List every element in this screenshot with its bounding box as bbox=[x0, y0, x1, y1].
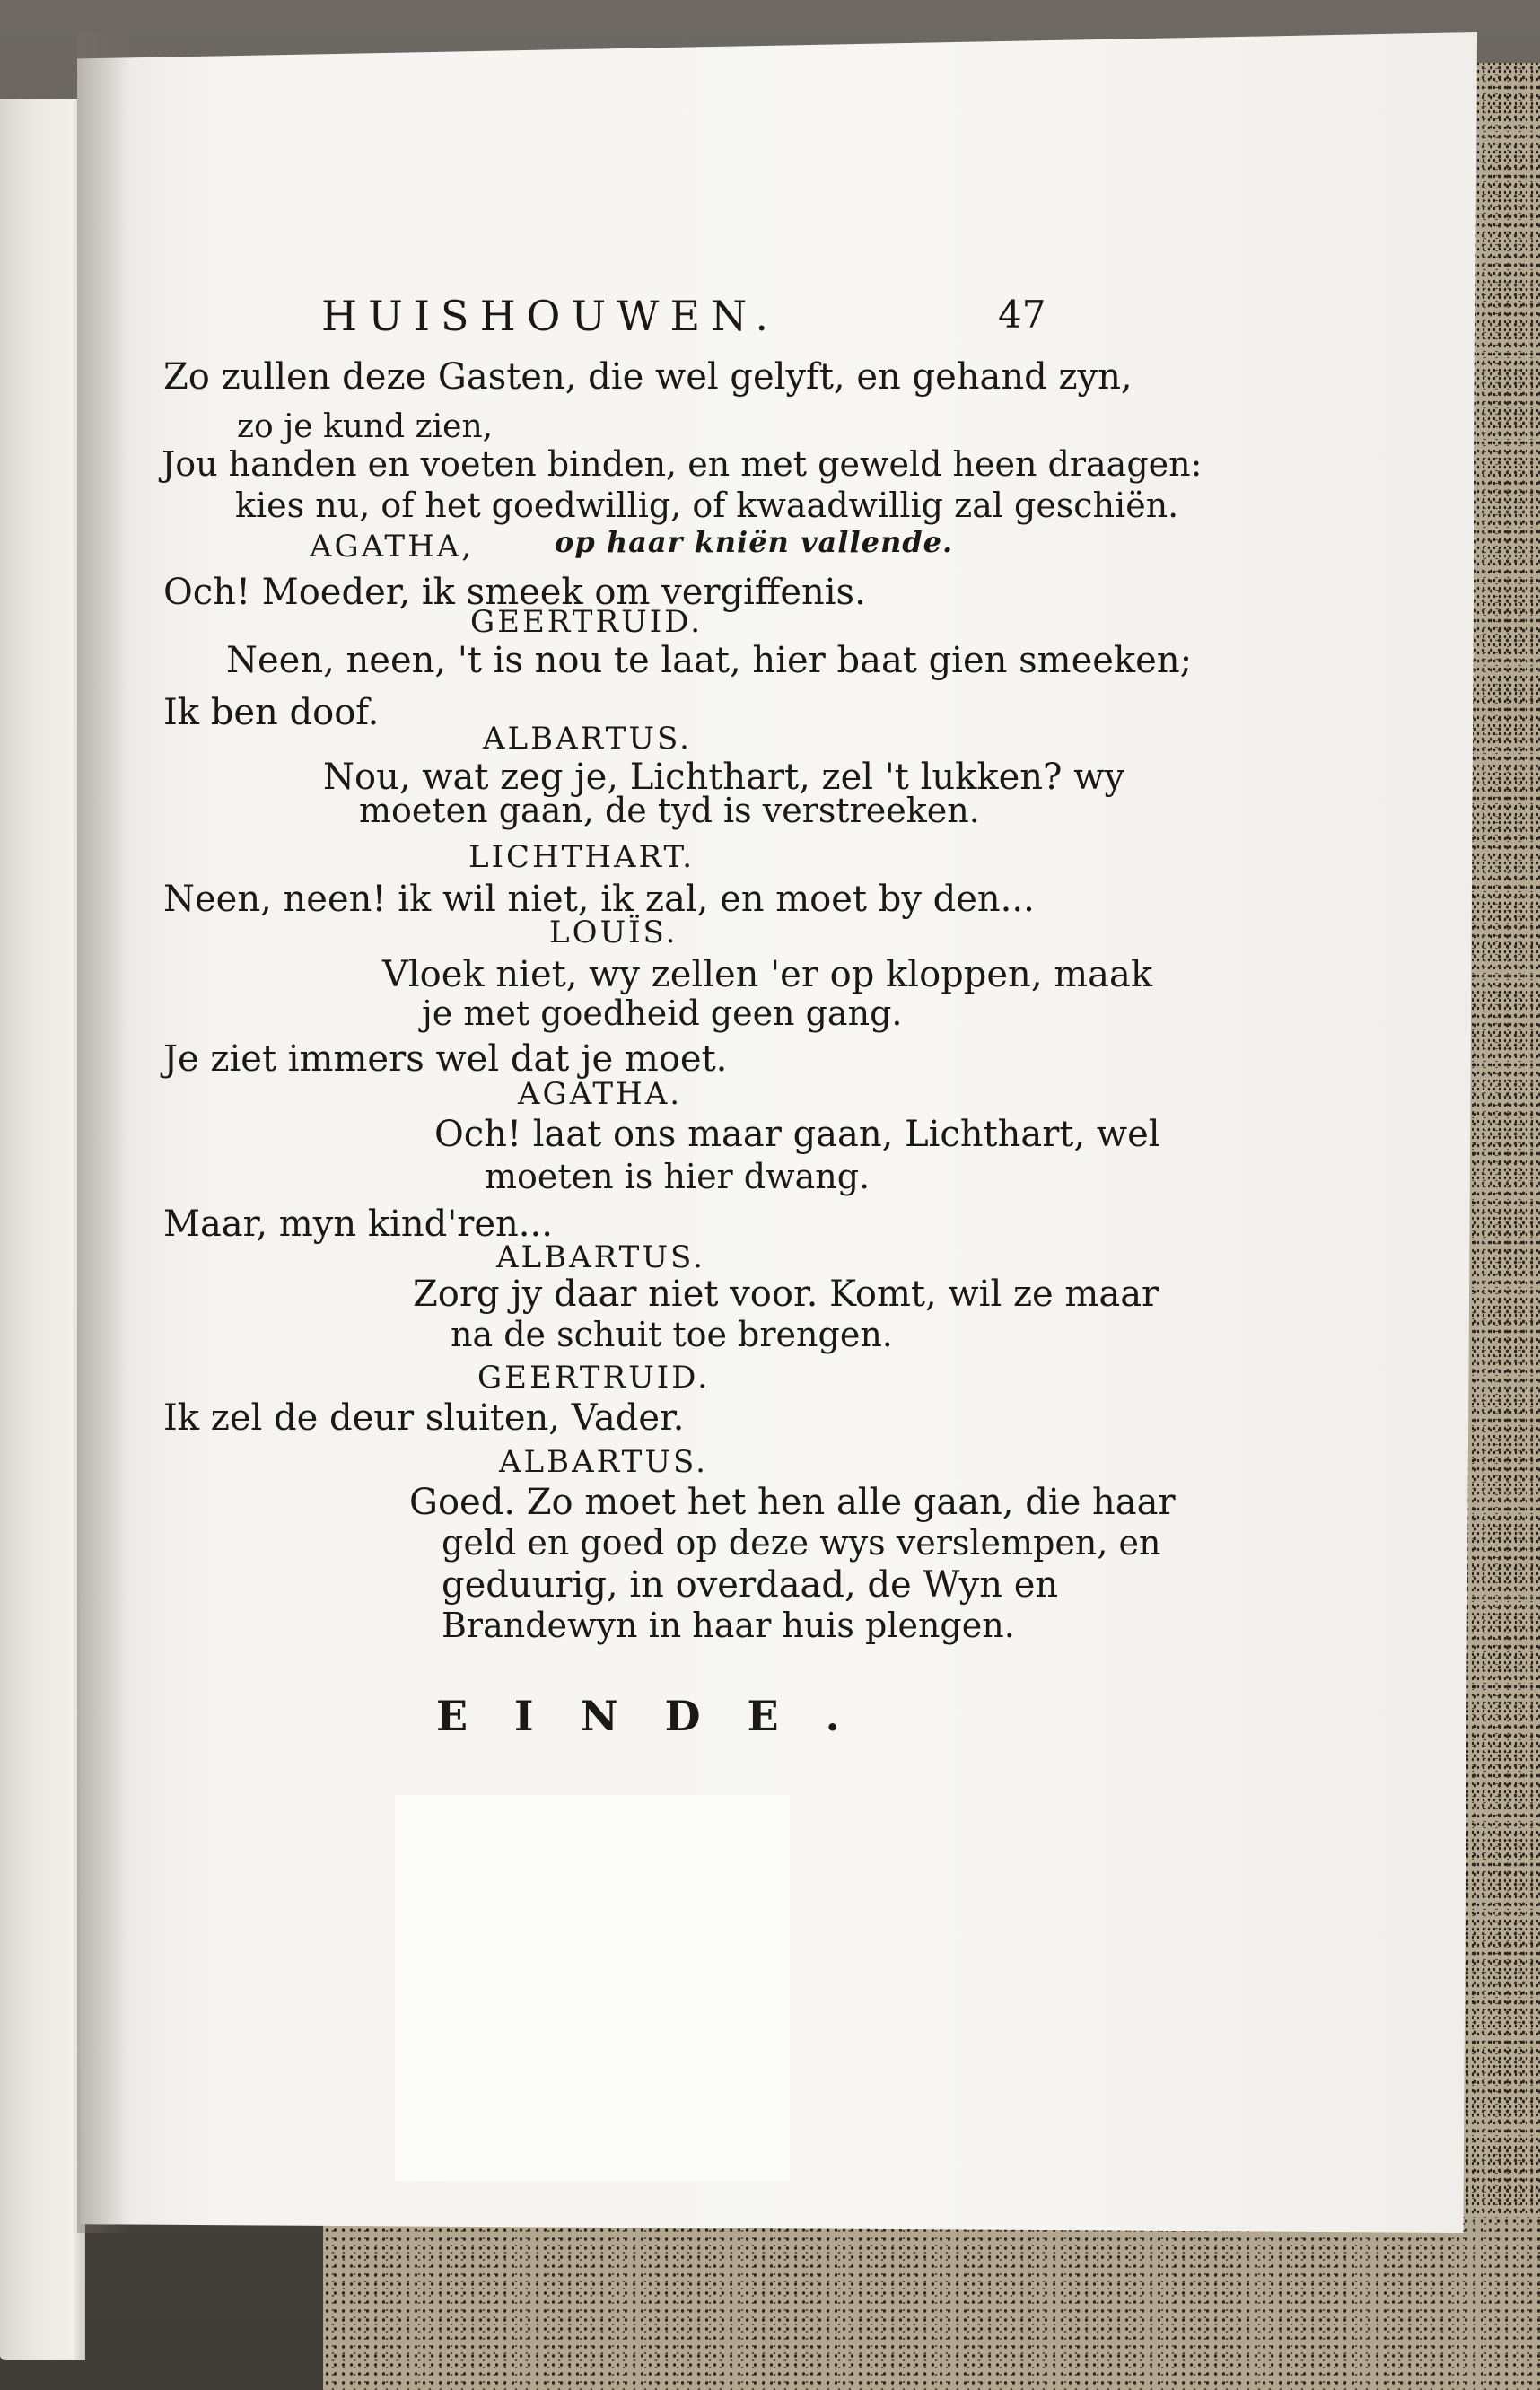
page-gutter-shadow bbox=[77, 32, 131, 2233]
text-line: Och! laat ons maar gaan, Lichthart, wel bbox=[434, 1114, 1160, 1155]
blank-patch bbox=[395, 1795, 790, 2181]
text-line: Nou, wat zeg je, Lichthart, zel 't lukken? wy bbox=[323, 757, 1125, 798]
speaker-name: AGATHA. bbox=[518, 1076, 683, 1112]
text-line: Och! Moeder, ik smeek om vergiffenis. bbox=[163, 572, 866, 613]
speaker-name: AGATHA, bbox=[310, 529, 475, 565]
text-line: Ik zel de deur sluiten, Vader. bbox=[163, 1397, 685, 1439]
marbled-endpaper-bottom bbox=[323, 2217, 1540, 2390]
text-line: kies nu, of het goedwillig, of kwaadwillig zal geschiën. bbox=[235, 486, 1179, 525]
speaker-name: LOUÏS. bbox=[549, 915, 678, 950]
finis-heading: EINDE. bbox=[436, 1692, 887, 1740]
speaker-name: GEERTRUID. bbox=[477, 1360, 711, 1396]
text-line: moeten is hier dwang. bbox=[485, 1157, 871, 1196]
facing-page-edge bbox=[0, 99, 85, 2360]
text-line: Goed. Zo moet het hen alle gaan, die haar bbox=[409, 1482, 1176, 1523]
stage-direction: op haar kniën vallende. bbox=[555, 525, 954, 559]
text-line: geduurig, in overdaad, de Wyn en bbox=[442, 1564, 1059, 1606]
text-line: Neen, neen! ik wil niet, ik zal, en moet by den... bbox=[163, 879, 1035, 920]
text-line: geld en goed op deze wys verslempen, en bbox=[442, 1523, 1161, 1563]
speaker-name: LICHTHART. bbox=[468, 839, 696, 875]
text-line: moeten gaan, de tyd is verstreeken. bbox=[359, 791, 980, 830]
speaker-name: ALBARTUS. bbox=[496, 1239, 705, 1275]
text-line: Jou handen en voeten binden, en met geweld heen draagen: bbox=[162, 444, 1203, 484]
text-line: na de schuit toe brengen. bbox=[451, 1315, 893, 1354]
text-line: Zorg jy daar niet voor. Komt, wil ze maar bbox=[413, 1274, 1159, 1315]
text-line: je met goedheid geen gang. bbox=[422, 994, 903, 1033]
text-line: Zo zullen deze Gasten, die wel gelyft, en gehand zyn, bbox=[163, 356, 1133, 398]
page-number: 47 bbox=[998, 293, 1046, 337]
speaker-name: GEERTRUID. bbox=[470, 604, 704, 640]
speaker-name: ALBARTUS. bbox=[499, 1444, 708, 1480]
text-line: Ik ben doof. bbox=[163, 692, 380, 733]
text-line: zo je kund zien, bbox=[237, 408, 494, 445]
running-head: HUISHOUWEN. bbox=[321, 292, 779, 340]
text-line: Vloek niet, wy zellen 'er op kloppen, maak bbox=[382, 954, 1153, 995]
text-line: Maar, myn kind'ren... bbox=[163, 1204, 553, 1245]
speaker-name: ALBARTUS. bbox=[483, 721, 692, 757]
text-line: Neen, neen, 't is nou te laat, hier baat gien smeeken; bbox=[226, 640, 1193, 681]
text-line: Je ziet immers wel dat je moet. bbox=[163, 1038, 728, 1080]
text-line: Brandewyn in haar huis plengen. bbox=[442, 1606, 1015, 1645]
